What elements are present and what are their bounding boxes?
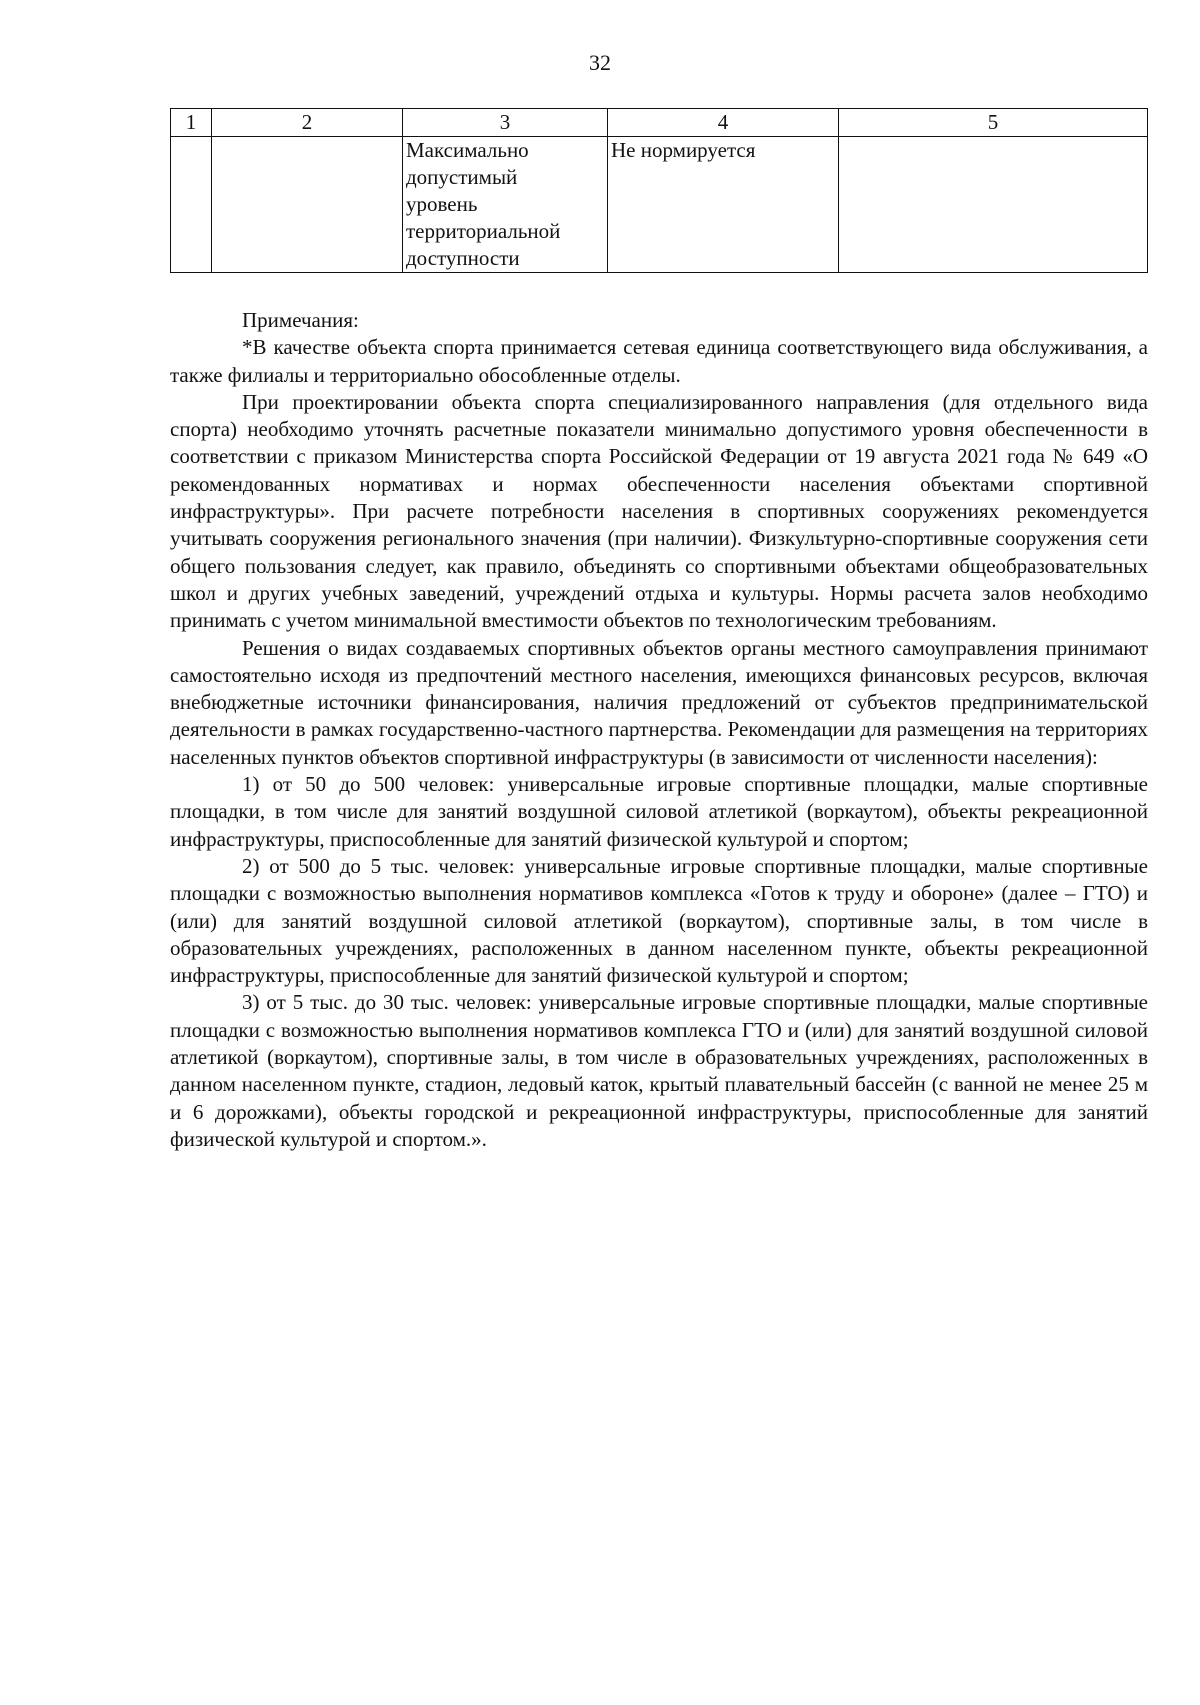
table-cell-indicator: Максимально допустимый уровень территориальной доступности xyxy=(403,137,608,273)
table-header-cell: 5 xyxy=(839,109,1148,137)
table-header-cell: 1 xyxy=(171,109,212,137)
table-cell-value: Не нормируется xyxy=(608,137,839,273)
note-paragraph: *В качестве объекта спорта принимается сетевая единица соответствующего вида обслуживания, а также филиалы и территориально обособленные отделы. xyxy=(170,335,1148,387)
list-item: 3) от 5 тыс. до 30 тыс. человек: универсальные игровые спортивные площадки, малые спортивные площадки с возможностью выполнения нормативов комплекса ГТО и (или) для занятий воздушной силовой атлетикой (воркаутом), спортивные залы, в том числе в образовательных учреждениях, расположенных в данном населенном пункте, стадион, ледовый каток, крытый плавательный бассейн (с ванной не менее 25 м и 6 дорожками), объекты городской и рекреационной инфраструктуры, приспособленные для занятий физической культурой и спортом.». xyxy=(170,990,1148,1151)
list-item: 2) от 500 до 5 тыс. человек: универсальные игровые спортивные площадки, малые спортивные площадки с возможностью выполнения нормативов комплекса «Готов к труду и обороне» (далее – ГТО) и (или) для занятий воздушной силовой атлетикой (воркаутом), спортивные залы, в том числе в образовательных учреждениях, расположенных в данном населенном пункте, объекты рекреационной инфраструктуры, приспособленные для занятий физической культурой и спортом; xyxy=(170,853,1148,988)
table-header-cell: 3 xyxy=(403,109,608,137)
table-header-row xyxy=(171,109,1148,137)
table-cell xyxy=(839,137,1148,273)
table-row xyxy=(171,137,1148,273)
notes-section xyxy=(170,307,1148,1153)
table-header-cell: 4 xyxy=(608,109,839,137)
page-number: 32 xyxy=(589,50,611,75)
table-header-cell: 2 xyxy=(212,109,403,137)
table-cell xyxy=(171,137,212,273)
note-paragraph: Решения о видах создаваемых спортивных объектов органы местного самоуправления принимают самостоятельно исходя из предпочтений местного населения, имеющихся финансовых ресурсов, включая внебюджетные источники финансирования, наличия предложений от субъектов предпринимательской деятельности в рамках государственно-частного партнерства. Рекомендации для размещения на территориях населенных пунктов объектов спортивной инфраструктуры (в зависимости от численности населения): xyxy=(170,635,1148,769)
norms-table xyxy=(170,108,1148,273)
table-cell xyxy=(212,137,403,273)
note-paragraph: При проектировании объекта спорта специализированного направления (для отдельного вида спорта) необходимо уточнять расчетные показатели минимально допустимого уровня обеспеченности в соответствии с приказом Министерства спорта Российской Федерации от 19 августа 2021 года № 649 «О рекомендованных нормативах и нормах обеспеченности населения объектами спортивной инфраструктуры». При расчете потребности населения в спортивных сооружениях рекомендуется учитывать сооружения регионального значения (при наличии). Физкультурно-спортивные сооружения сети общего пользования следует, как правило, объединять со спортивными объектами общеобразовательных школ и других учебных заведений, учреждений отдыха и культуры. Нормы расчета залов необходимо принимать с учетом минимальной вместимости объектов по технологическим требованиям. xyxy=(170,389,1148,633)
notes-heading: Примечания: xyxy=(242,308,359,332)
list-item: 1) от 50 до 500 человек: универсальные игровые спортивные площадки, малые спортивные площадки, в том числе для занятий воздушной силовой атлетикой (воркаутом), объекты рекреационной инфраструктуры, приспособленные для занятий физической культурой и спортом; xyxy=(170,772,1148,851)
